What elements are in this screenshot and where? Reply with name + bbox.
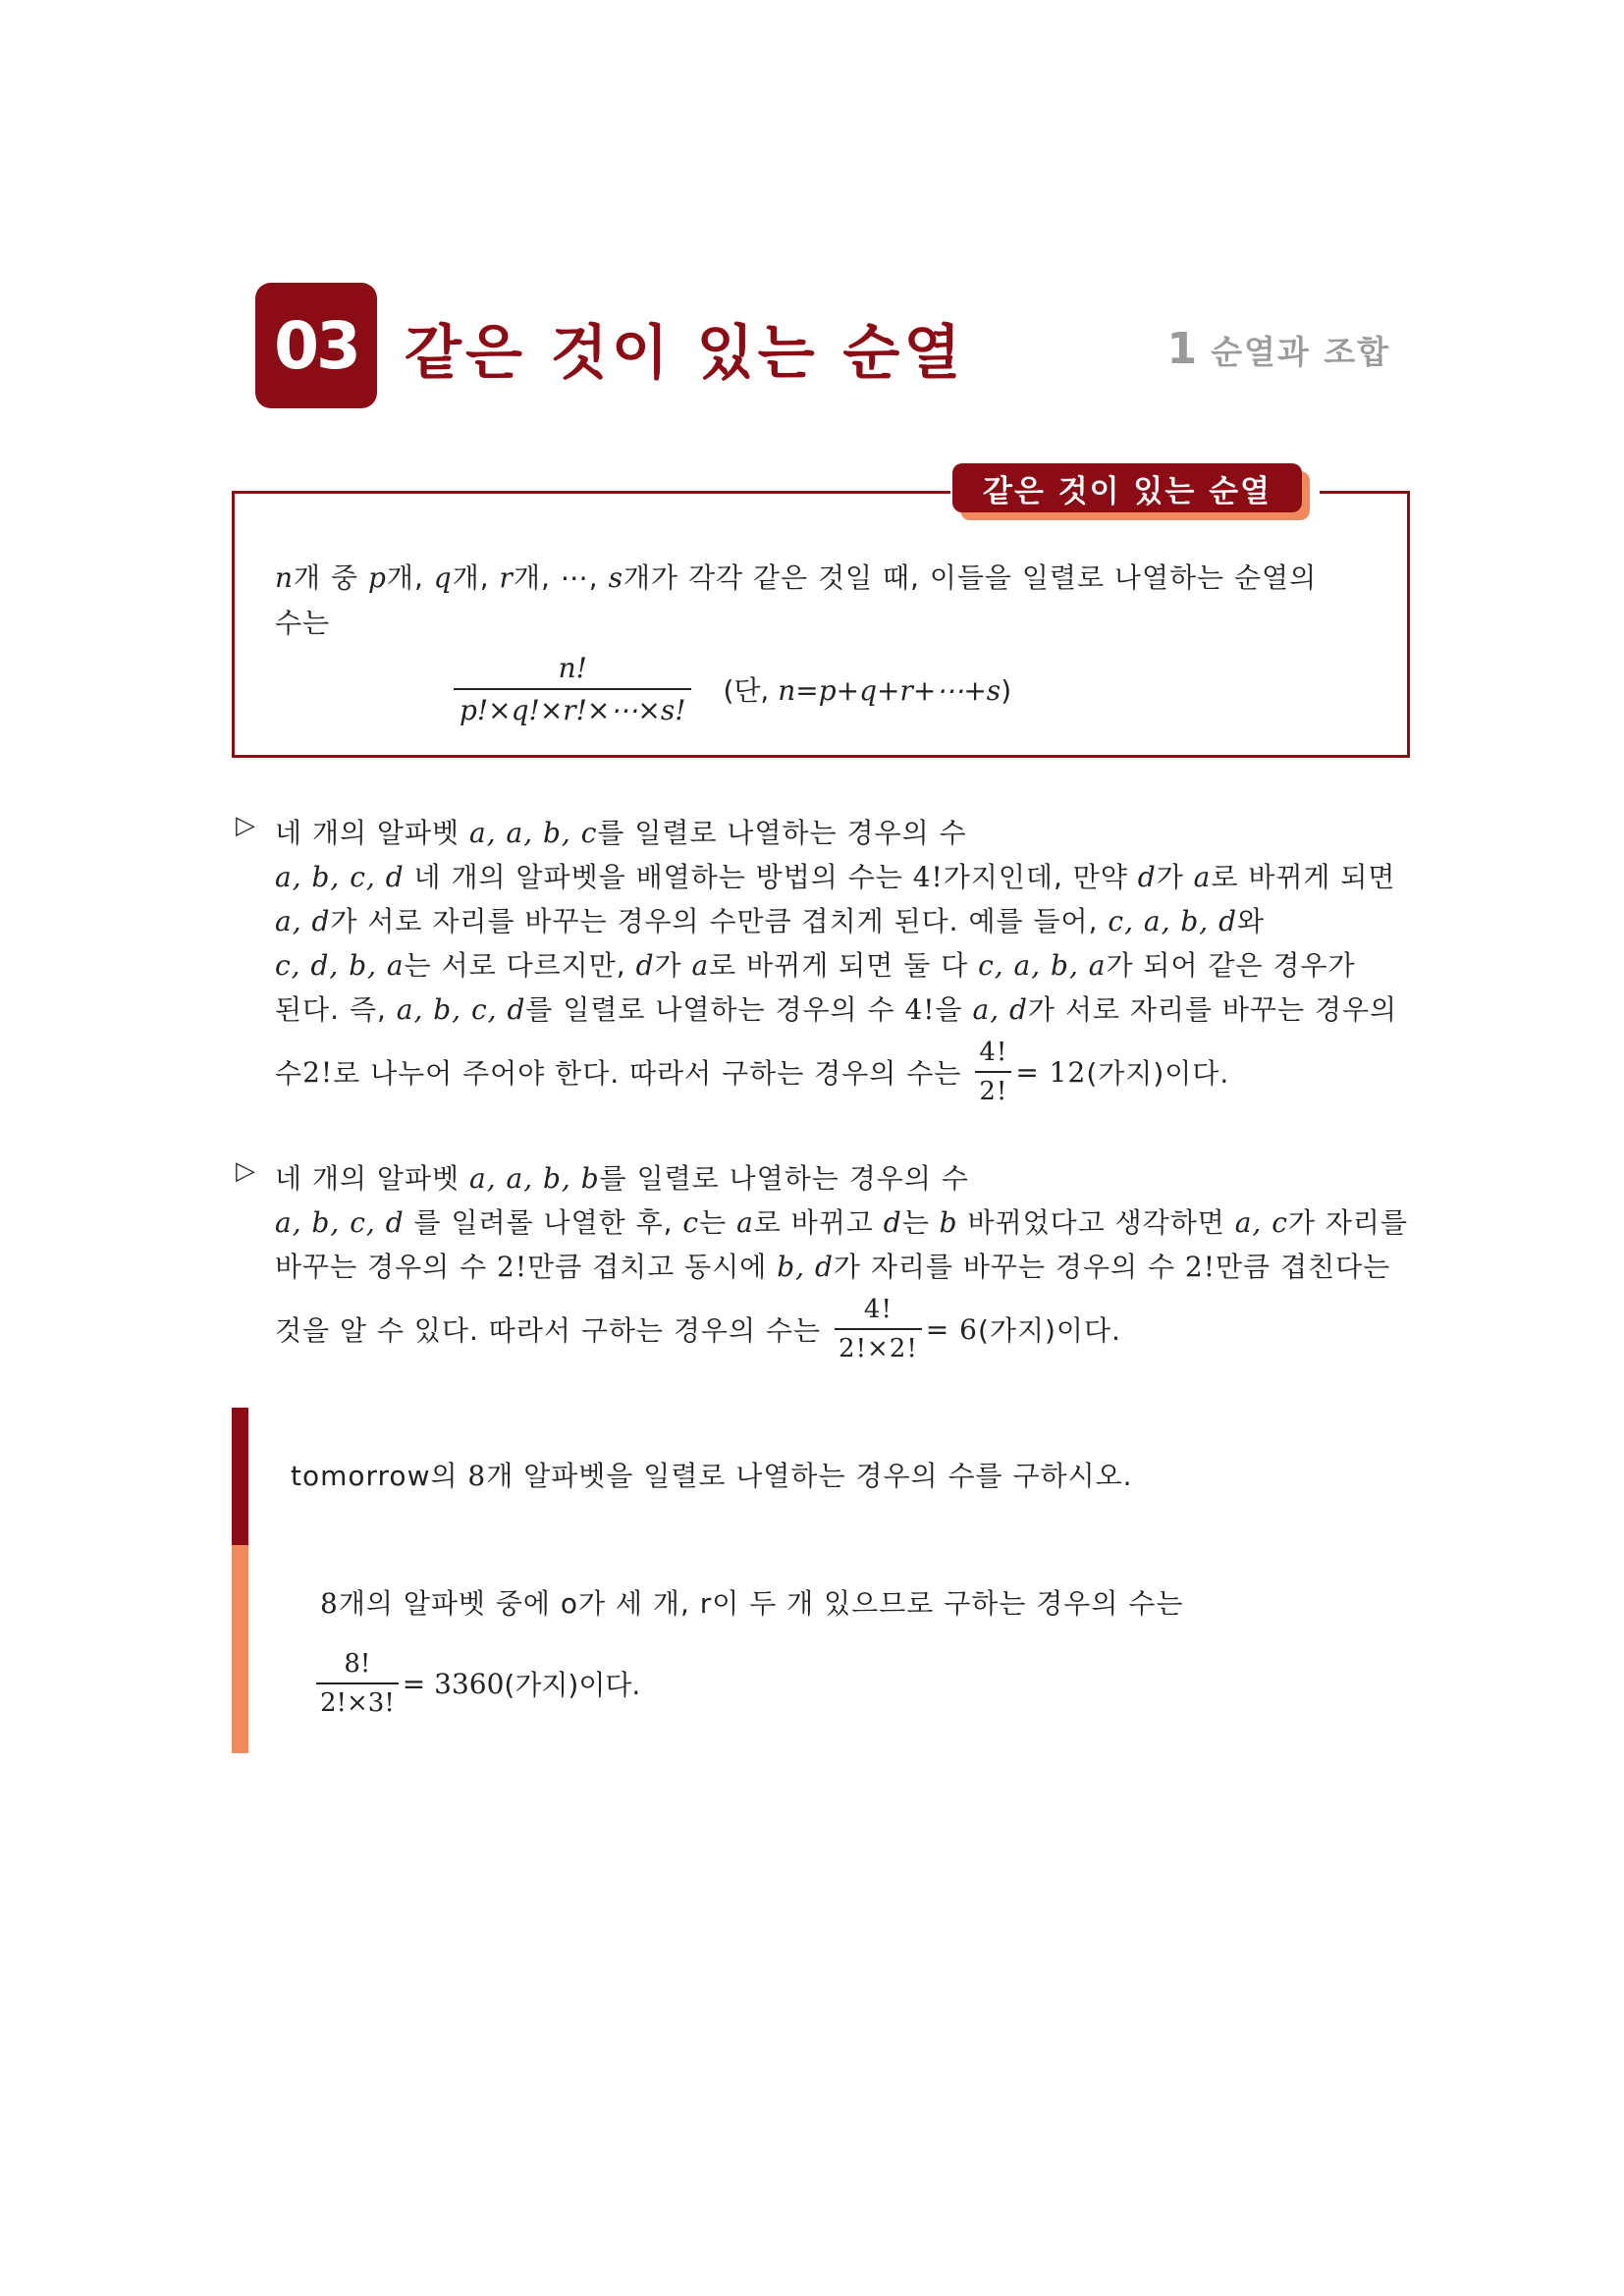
text: 바꾸는 경우의 수 [275,1251,498,1283]
text: 을 [935,993,973,1026]
example-body [275,855,1397,1106]
math: a [736,1206,754,1239]
text: 가지인데, 만약 [943,861,1138,893]
math-n: n [275,561,295,594]
text: 가 서로 자리를 바꾸는 경우의 수만큼 겹치게 된다. 예를 들어, [330,905,1109,937]
text: (가지)이다. [977,1314,1121,1347]
fraction-denominator: 2!×2! [835,1328,922,1363]
text: 개 알파벳을 일렬로 나열하는 경우의 수를 구하시오. [486,1460,1133,1492]
triangle-marker-icon: ▷ [236,811,256,840]
math: c, d, b, a [275,949,405,982]
text: (가지)이다. [1086,1057,1230,1090]
math: a, b, c, d [275,1206,405,1239]
math: b [939,1206,958,1239]
text: 로 바뀌고 [753,1206,884,1239]
fraction-numerator: 4! [863,1295,893,1324]
text: 로 나누어 주어야 한다. 따라서 구하는 경우의 수는 [333,1057,962,1090]
text: 것을 알 수 있다. 따라서 구하는 경우의 수는 [275,1314,822,1347]
math: = 6 [925,1312,978,1346]
text: 바뀌었다고 생각하면 [957,1206,1235,1239]
body-line [275,943,1397,988]
text: 가 자리를 바꾸는 경우의 수 [833,1251,1185,1283]
text: (가지)이다. [504,1669,641,1701]
problem-answer-line [320,1582,1183,1622]
answer-fraction [316,1649,399,1718]
text: 개, [386,561,434,594]
text: 는 [699,1206,737,1239]
answer-fraction [835,1295,922,1363]
text: 네 개의 알파벳을 배열하는 방법의 수는 [404,861,913,893]
definition-formula [454,652,1011,726]
text: 가 [1156,861,1194,893]
text: 를 일렬로 나열하는 경우의 수 [525,993,905,1026]
math: a, d [972,993,1028,1026]
math: = 3360 [402,1667,505,1700]
math-s: s [608,561,623,594]
math: 4! [912,861,944,893]
definition-label: 같은 것이 있는 순열 [952,463,1302,512]
math-condition: n=p+q+r+⋯+s [778,674,1001,707]
text: 로 바뀌게 되면 [1211,861,1396,893]
body-line [275,1245,1408,1289]
math: d [1137,861,1157,893]
math: = 12 [1015,1055,1087,1089]
text: 개, [452,561,500,594]
triangle-marker-icon: ▷ [236,1156,256,1186]
text: 를 일려롤 나열한 후, [404,1206,683,1239]
example-heading [275,811,967,855]
body-line [275,1201,1408,1245]
text: 로 바뀌게 되면 둘 다 [709,949,979,982]
text: 가 자리를 [1287,1206,1409,1239]
text: 개 중 [294,561,368,594]
text: (단, [723,674,779,707]
problem-question [291,1455,1133,1494]
fraction-numerator: 8! [344,1649,371,1679]
text: 개의 알파벳 중에 o가 세 개, r이 두 개 있으므로 구하는 경우의 수는 [338,1587,1184,1620]
body-line [275,988,1397,1032]
text: 만큼 겹치고 동시에 [527,1251,778,1283]
fraction-denominator: 2! [975,1071,1011,1106]
math-dots: ⋯ [560,561,589,594]
text: 가 [654,949,692,982]
math: a, b, c, d [396,993,526,1026]
math: 2! [1184,1251,1216,1283]
math: 8 [320,1587,339,1620]
text: 는 서로 다르지만, [404,949,636,982]
body-line [275,1295,1408,1363]
math: 8 [467,1460,487,1492]
definition-text [275,556,1365,646]
text: 수 [275,1057,303,1090]
math: a, d [275,905,331,937]
answer-fraction [975,1038,1011,1106]
text: ) [1001,674,1012,707]
math: c, a, b, d [1108,905,1238,937]
problem-bar-question [232,1408,248,1545]
body-line [275,855,1397,899]
text: 네 개의 알파벳 [275,1162,469,1195]
math-r: r [499,561,514,594]
text: 개, [513,561,561,594]
body-line [275,1038,1397,1106]
text: 를 일렬로 나열하는 경우의 수 [597,817,967,849]
math: a, a, b, c [469,817,598,849]
math: c, a, b, a [978,949,1107,982]
math: 2! [302,1055,334,1089]
text: 수는 [275,607,331,639]
text: 가 서로 자리를 바꾸는 경우의 [1027,993,1398,1026]
section-number-badge: 03 [255,283,377,408]
math: a, c [1234,1206,1288,1239]
fraction-numerator: 4! [979,1038,1008,1067]
text: tomorrow의 [291,1460,468,1492]
text: 된다. 즉, [275,993,397,1026]
fraction-numerator: n! [558,652,587,684]
body-line [275,899,1397,943]
chapter-name: 순열과 조합 [1211,333,1390,371]
math: a [1193,861,1212,893]
fraction-denominator: p!×q!×r!×⋯×s! [454,688,691,726]
page-title: 같은 것이 있는 순열 [405,319,965,388]
fraction-denominator: 2!×3! [316,1682,399,1718]
chapter-number: 1 [1166,324,1198,374]
math-p: p [367,561,387,594]
text: , [588,561,609,594]
math: a, a, b, b [469,1162,600,1195]
example-body [275,1201,1408,1363]
math: a, b, c, d [275,861,405,893]
text: 를 일렬로 나열하는 경우의 수 [599,1162,969,1195]
text: 만큼 겹친다는 [1215,1251,1391,1283]
example-heading [275,1156,969,1201]
math: 4! [904,993,936,1026]
math-q: q [433,561,453,594]
chapter-heading [1166,324,1390,374]
math: b, d [777,1251,834,1283]
math: d [883,1206,902,1239]
permutation-fraction [454,652,691,726]
math: d [635,949,655,982]
math: c [682,1206,700,1239]
problem-answer-formula [316,1649,640,1718]
text: 가 되어 같은 경우가 [1106,949,1356,982]
text: 와 [1237,905,1266,937]
math: a [691,949,710,982]
math: 2! [497,1251,528,1283]
text: 네 개의 알파벳 [275,817,469,849]
formula-condition [723,669,1011,709]
problem-bar-answer [232,1545,248,1753]
text: 는 [901,1206,940,1239]
text: 개가 각각 같은 것일 때, 이들을 일렬로 나열하는 순열의 [623,561,1318,594]
